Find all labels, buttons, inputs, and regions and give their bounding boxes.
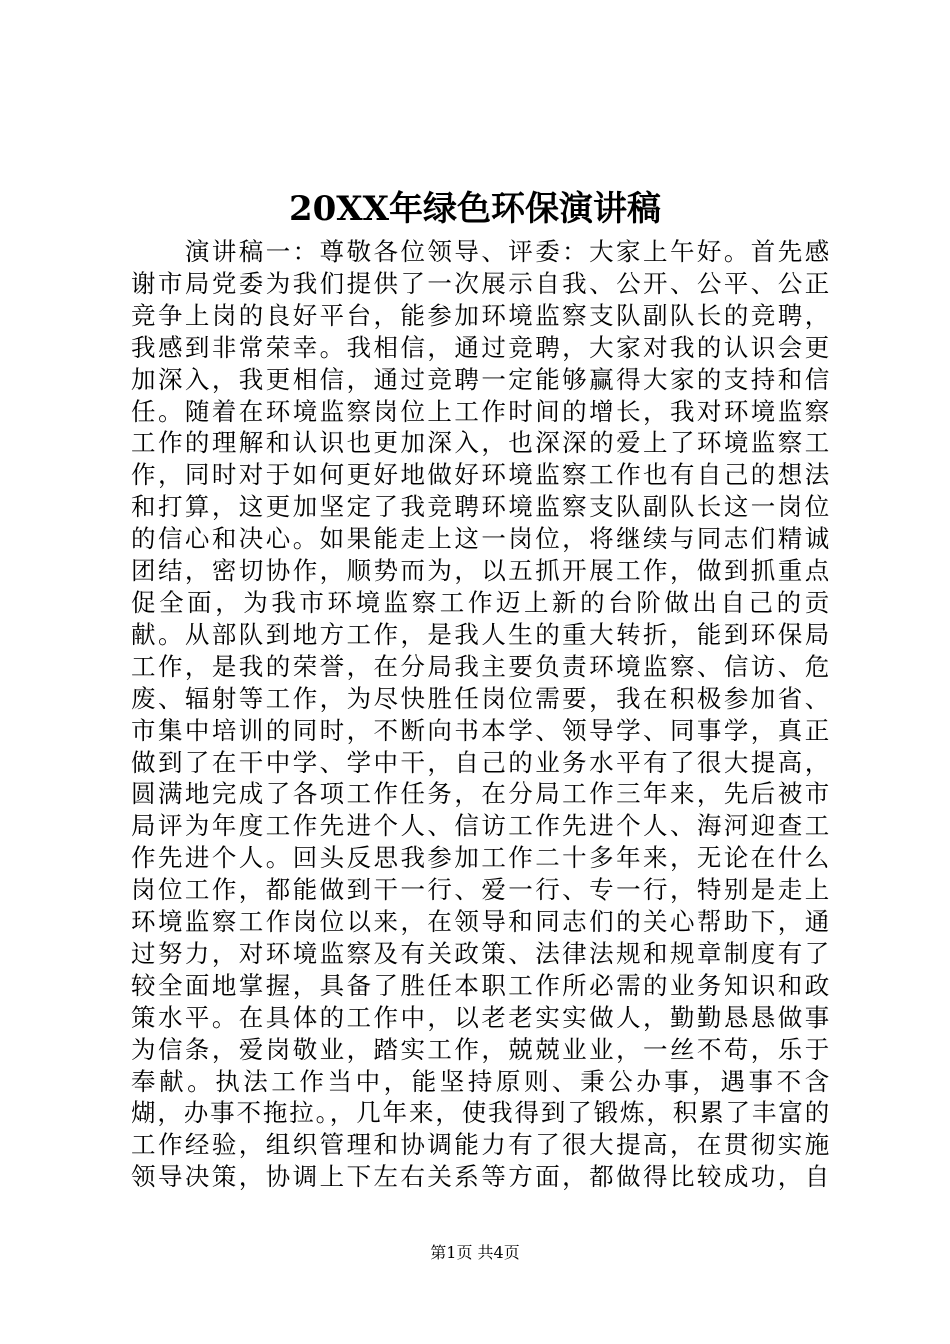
page-number-footer: 第1页 共4页 <box>430 1243 520 1262</box>
document-body-paragraph: 演讲稿一：尊敬各位领导、评委：大家上午好。首先感谢市局党委为我们提供了一次展示自我、公开、公平、公正竞争上岗的良好平台，能参加环境监察支队副队长的竞聘，我感到非常荣幸。我相信，通过竞聘，大家对我的认识会更加深入，我更相信，通过竞聘一定能够赢得大家的支持和信任。随着在环境监察岗位上工作时间的增长，我对环境监察工作的理解和认识也更加深入，也深深的爱上了环境监察工作，同时对于如何更好地做好环境监察工作也有自己的想法和打算，这更加坚定了我竞聘环境监察支队副队长这一岗位的信心和决心。如果能走上这一岗位，将继续与同志们精诚团结，密切协作，顺势而为，以五抓开展工作，做到抓重点促全面，为我市环境监察工作迈上新的台阶做出自己的贡献。从部队到地方工作，是我人生的重大转折，能到环保局工作，是我的荣誉，在分局我主要负责环境监察、信访、危废、辐射等工作，为尽快胜任岗位需要，我在积极参加省、市集中培训的同时，不断向书本学、领导学、同事学，真正做到了在干中学、学中干，自己的业务水平有了很大提高，圆满地完成了各项工作任务，在分局工作三年来，先后被市局评为年度工作先进个人、信访工作先进个人、海河迎查工作先进个人。回头反思我参加工作二十多年来，无论在什么岗位工作，都能做到干一行、爱一行、专一行，特别是走上环境监察工作岗位以来，在领导和同志们的关心帮助下，通过努力，对环境监察及有关政策、法律法规和规章制度有了较全面地掌握，具备了胜任本职工作所必需的业务知识和政策水平。在具体的工作中，以老老实实做人，勤勤恳恳做事为信条，爱岗敬业，踏实工作，兢兢业业，一丝不苟，乐于奉献。执法工作当中，能坚持原则、秉公办事，遇事不含煳，办事不拖拉。，几年来，使我得到了锻炼，积累了丰富的工作经验，组织管理和协调能力有了很大提高，在贯彻实施领导决策，协调上下左右关系等方面，都做得比较成功，自 <box>131 237 831 1192</box>
document-title: 20XX年绿色环保演讲稿 <box>288 189 662 229</box>
